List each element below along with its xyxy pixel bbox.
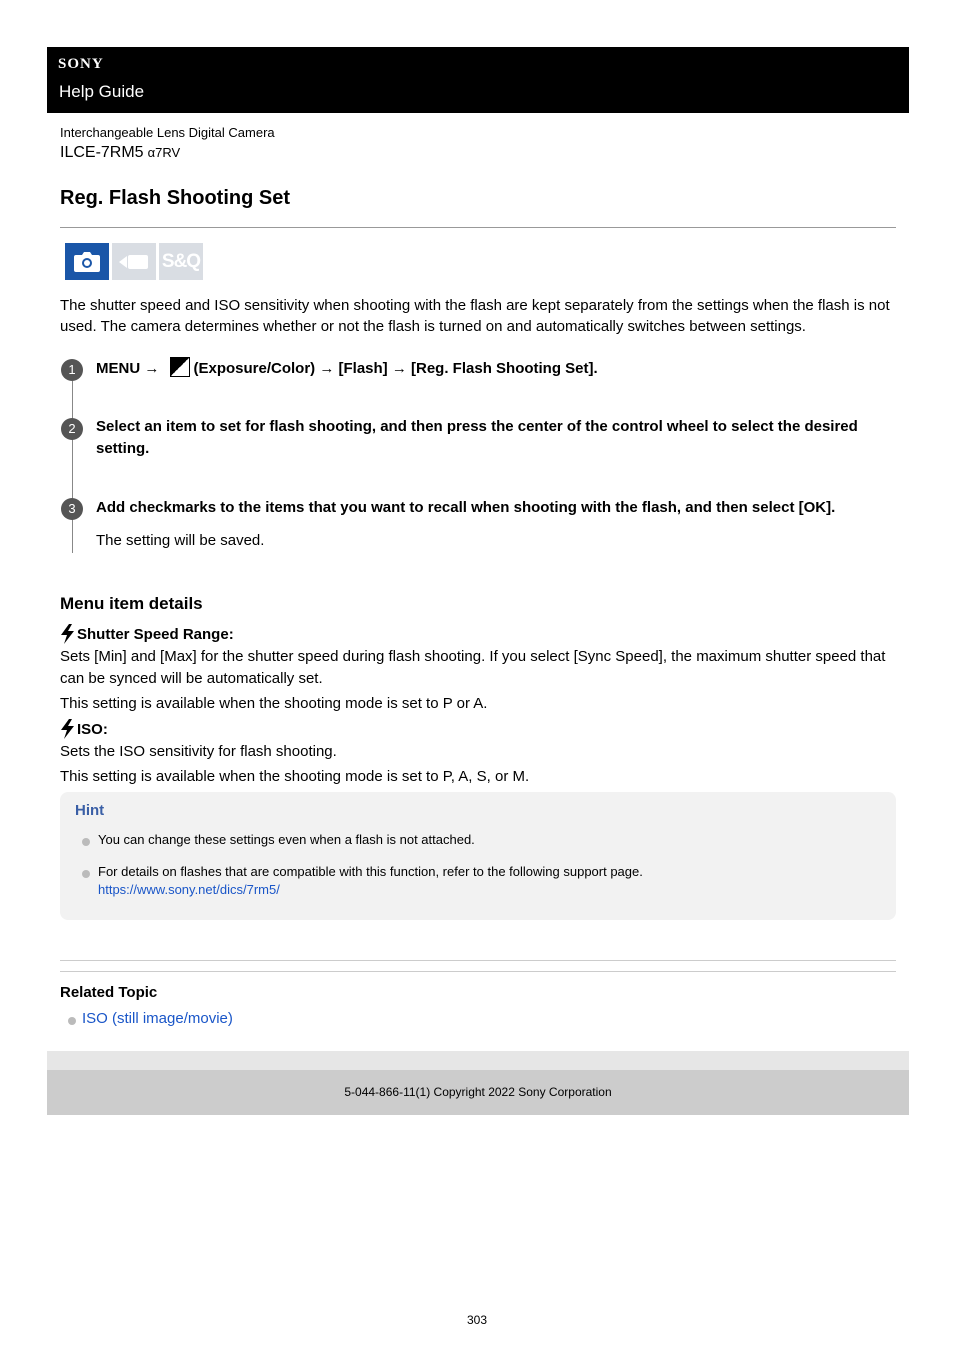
step-number-1: 1 bbox=[61, 359, 83, 381]
model-alt: α7RV bbox=[147, 145, 181, 160]
model-code: ILCE-7RM5 bbox=[60, 144, 144, 161]
mode-icons bbox=[65, 243, 203, 280]
step-number-2: 2 bbox=[61, 418, 83, 440]
menu-details-heading: Menu item details bbox=[60, 594, 203, 613]
flash-icon bbox=[60, 624, 75, 644]
bullet-icon bbox=[68, 1017, 76, 1025]
shutter-speed-range-desc: Sets [Min] and [Max] for the shutter speed during flash shooting. If you select [Sync Speed], the maximum shutter speed that can be synced will be automatically set. bbox=[60, 648, 886, 687]
brand-logo: SONY bbox=[58, 56, 104, 72]
step-3-text: Add checkmarks to the items that you want to recall when shooting with the flash, and then select [OK]. bbox=[96, 499, 836, 516]
hint-item-2: For details on flashes that are compatible with this function, refer to the following support page. bbox=[98, 864, 643, 879]
page-number: 303 bbox=[466, 1313, 488, 1327]
step-1-text bbox=[96, 357, 896, 380]
support-page-link[interactable]: https://www.sony.net/dics/7rm5/ bbox=[98, 882, 280, 897]
camera-icon bbox=[65, 243, 109, 280]
help-guide-title: Help Guide bbox=[59, 82, 145, 101]
title-divider bbox=[60, 227, 896, 228]
exposure-color-icon bbox=[170, 357, 190, 377]
bullet-icon bbox=[82, 870, 90, 878]
hint-box bbox=[60, 792, 896, 920]
header-bar bbox=[47, 47, 909, 113]
footer-copyright: 5-044-866-11(1) Copyright 2022 Sony Corporation bbox=[47, 1070, 909, 1115]
footer-band bbox=[47, 1051, 909, 1070]
sq-icon: S&Q bbox=[159, 243, 203, 280]
related-link-iso[interactable]: ISO (still image/movie) bbox=[82, 1010, 233, 1027]
hint-item-1: You can change these settings even when a flash is not attached. bbox=[98, 832, 475, 847]
step-1-menu: MENU → bbox=[96, 360, 164, 377]
related-topic-heading: Related Topic bbox=[60, 984, 158, 1001]
divider bbox=[60, 960, 896, 961]
steps-connector bbox=[72, 370, 73, 553]
step-number-3: 3 bbox=[61, 498, 83, 520]
camera-type: Interchangeable Lens Digital Camera bbox=[60, 125, 275, 140]
shutter-speed-range-label bbox=[60, 624, 234, 644]
page-title: Reg. Flash Shooting Set bbox=[60, 187, 291, 209]
item-label-text: ISO: bbox=[77, 720, 108, 738]
flash-icon bbox=[60, 719, 75, 739]
item-label-text: Shutter Speed Range: bbox=[77, 625, 234, 643]
hint-title: Hint bbox=[75, 802, 105, 819]
bullet-icon bbox=[82, 838, 90, 846]
model-name bbox=[60, 144, 180, 162]
divider bbox=[60, 971, 896, 972]
intro-text: The shutter speed and ISO sensitivity when shooting with the flash are kept separately from the settings when the flash is not used. The camera determines whether or not the flash is turned on and automatically switches between settings. bbox=[60, 297, 890, 335]
iso-note: This setting is available when the shooting mode is set to P, A, S, or M. bbox=[60, 768, 530, 785]
shutter-speed-range-note: This setting is available when the shooting mode is set to P or A. bbox=[60, 695, 488, 712]
step-1-path: (Exposure/Color) → [Flash] → [Reg. Flash Shooting Set]. bbox=[193, 360, 598, 377]
iso-label bbox=[60, 719, 108, 739]
step-2-text: Select an item to set for flash shooting, and then press the center of the control wheel to select the desired setting. bbox=[96, 418, 858, 457]
step-3-result: The setting will be saved. bbox=[96, 532, 265, 549]
movie-icon bbox=[112, 243, 156, 280]
iso-desc: Sets the ISO sensitivity for flash shooting. bbox=[60, 743, 337, 760]
